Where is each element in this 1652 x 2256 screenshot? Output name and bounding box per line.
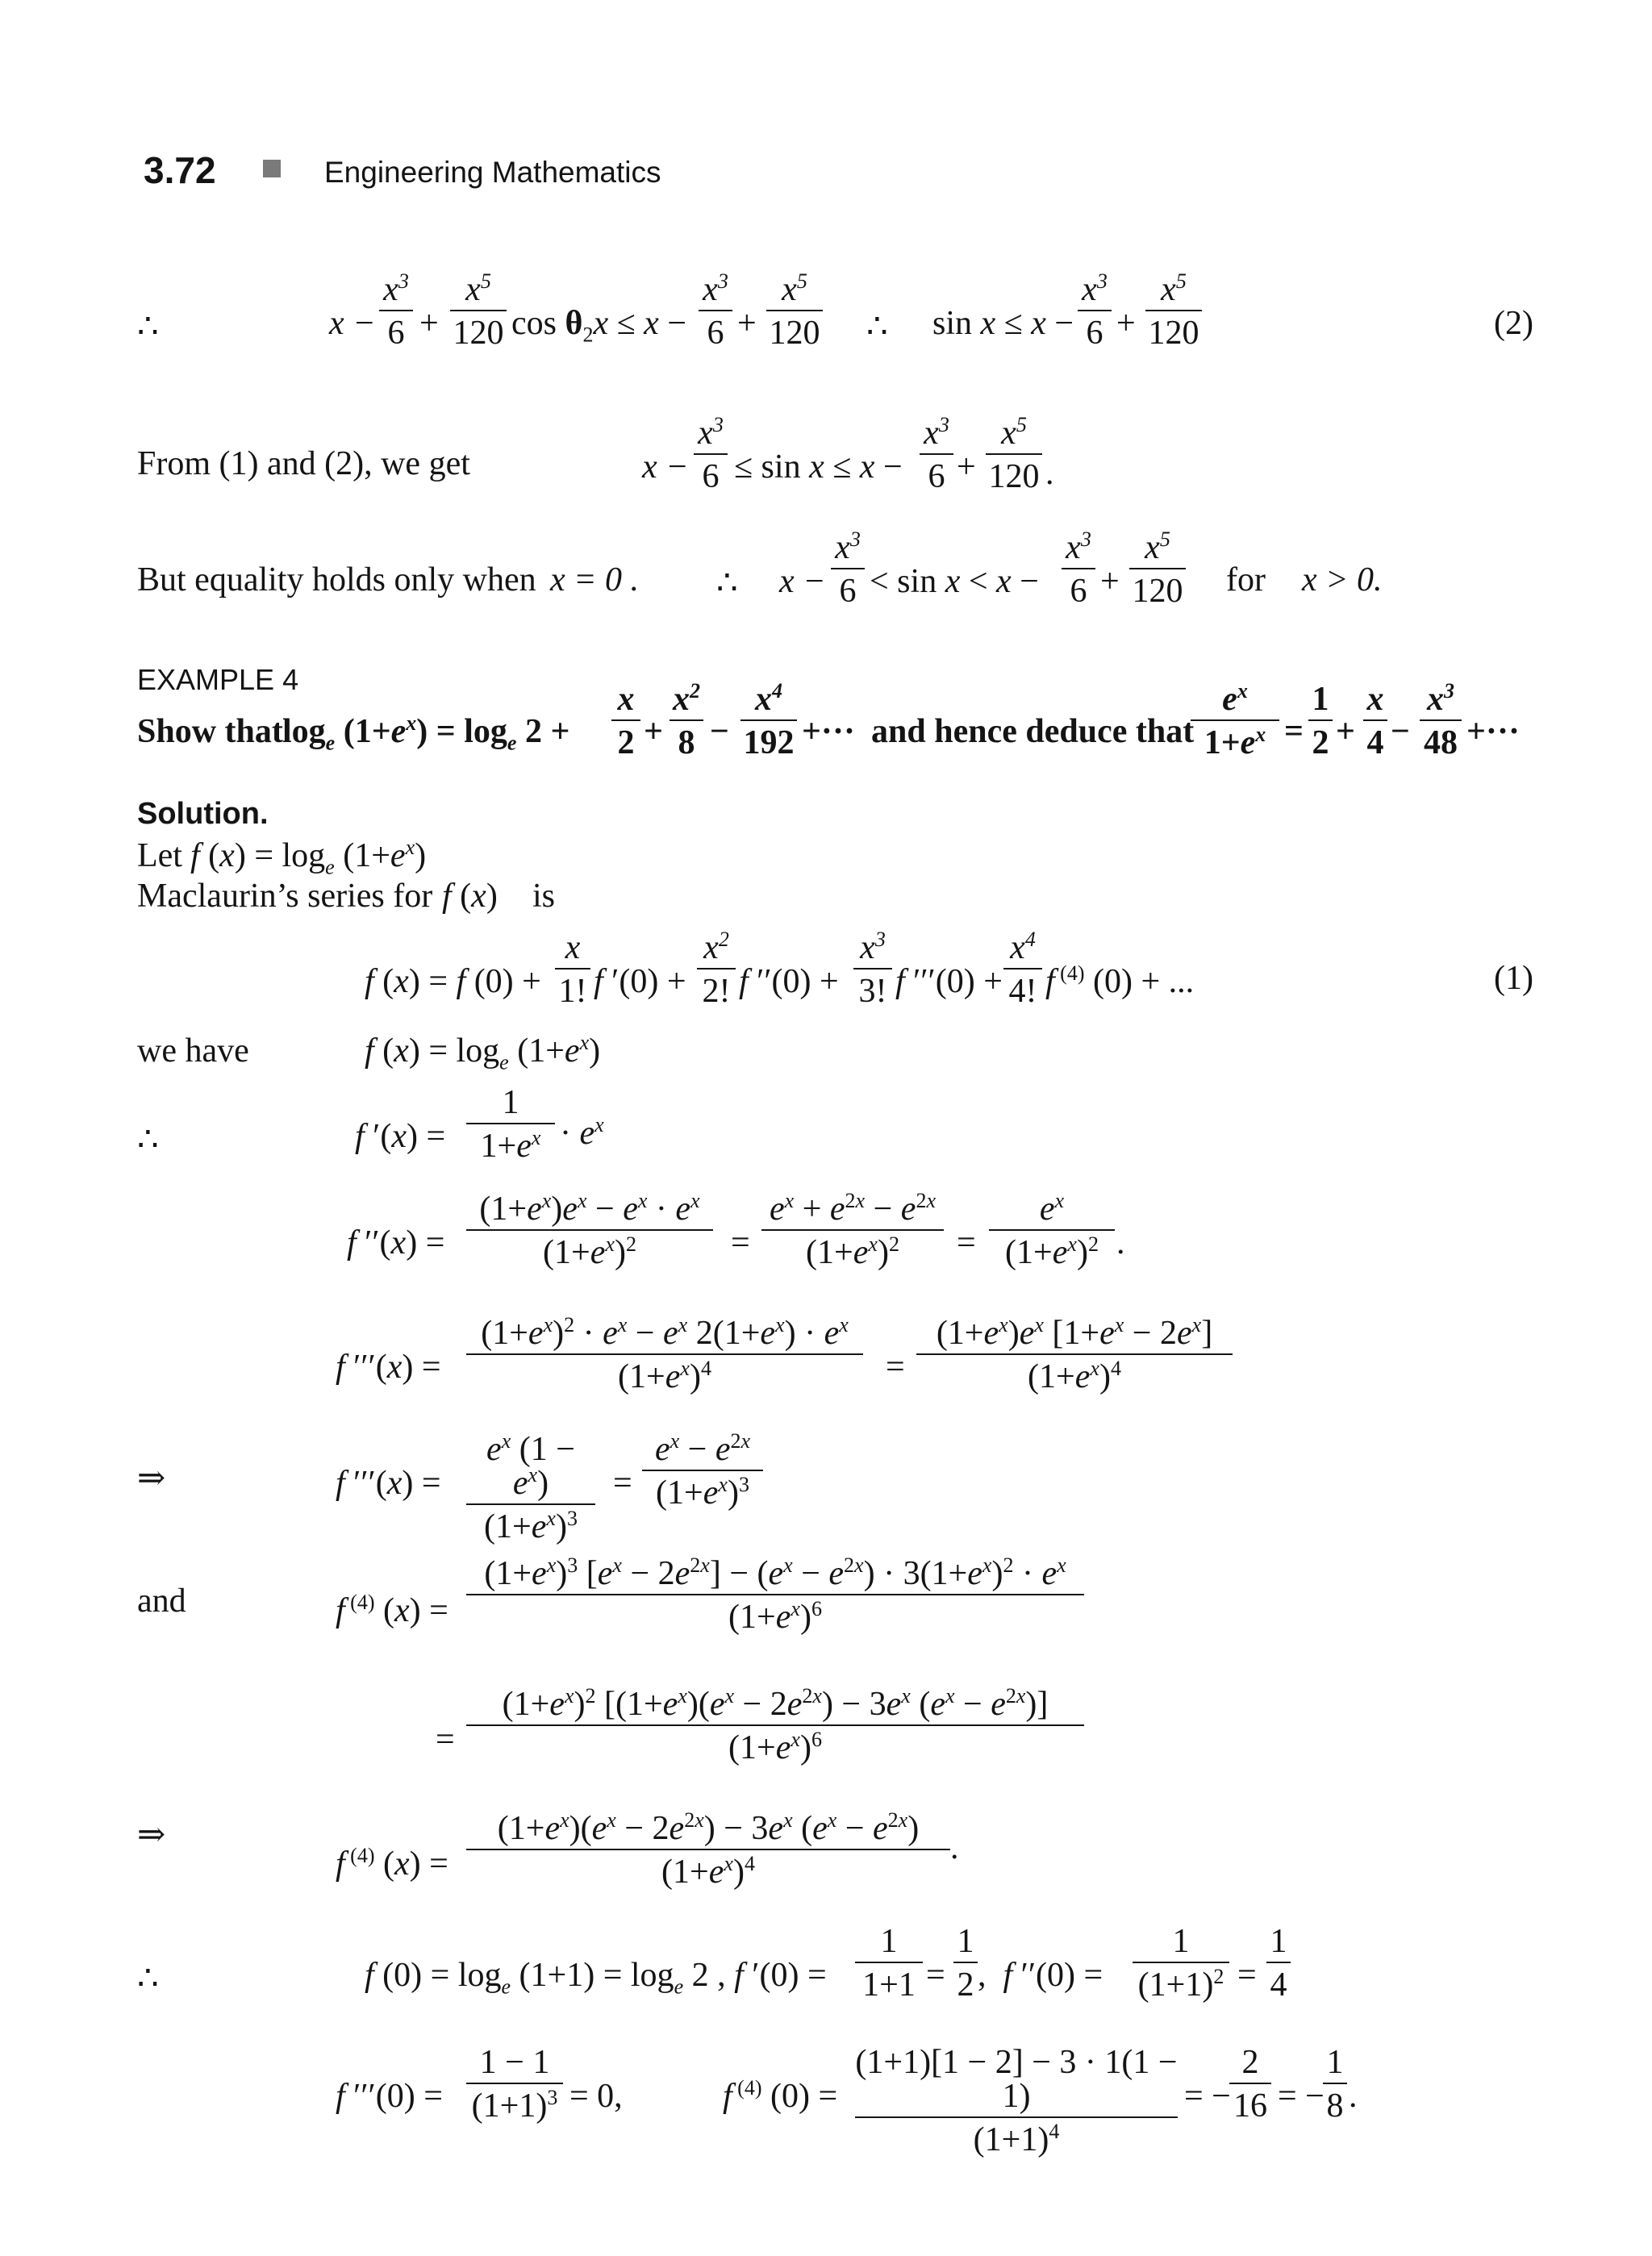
math-term: f ′′′(x) =	[336, 1349, 441, 1386]
math-term: f (x)	[442, 878, 498, 915]
fraction: 1 $(1+1)^2$	[1133, 1924, 1229, 2002]
therefore-symbol: ∴	[137, 308, 159, 345]
equation-number: (2)	[1494, 305, 1533, 342]
math-term: +	[737, 305, 757, 342]
math-term: =	[613, 1465, 632, 1502]
fraction: x 1!	[555, 931, 590, 1008]
math-term: +···	[1466, 713, 1520, 750]
math-term: f ′′′(0) +	[895, 963, 1003, 1000]
let-text: Let	[137, 837, 182, 874]
example-statement-mid: and hence deduce that	[871, 713, 1195, 750]
fraction: 1 1+1	[855, 1924, 923, 2002]
math-term: =	[886, 1349, 905, 1386]
math-term: x −	[642, 448, 689, 486]
math-term: f $(x) = \log_e (1+e^x)$	[365, 1031, 601, 1074]
equation-number: (1)	[1494, 960, 1533, 997]
fraction: $(1+e^x)e^x - e^x \cdot e^x$ $(1+e^x)^2$	[466, 1192, 713, 1270]
fraction: (1+1)[1 − 2] − 3 · 1(1 − 1) $(1+1)^4$	[855, 2044, 1178, 2158]
fraction: $x^3$ 6	[694, 416, 728, 494]
math-term: f ′′(x) =	[347, 1224, 445, 1261]
for-condition: x > 0.	[1302, 561, 1383, 598]
math-term: f ′(x) =	[355, 1118, 446, 1155]
example-statement-prefix: Show that	[137, 713, 283, 750]
math-term: .	[950, 1829, 959, 1866]
math-term: ≤ sin x ≤ x −	[734, 448, 903, 486]
math-term: f $^{(4)}$ (x) =	[336, 1591, 448, 1629]
fraction: $x^5$ 120	[1145, 273, 1202, 350]
fraction: $x^3$ 6	[920, 416, 953, 494]
math-term: −	[710, 713, 729, 750]
fraction: x 2	[611, 682, 640, 760]
math-term: = −	[1278, 2078, 1325, 2115]
therefore-symbol: ∴	[137, 1121, 159, 1158]
math-term: =	[926, 1957, 945, 1994]
header-square-icon	[263, 160, 281, 177]
math-term: · $e^x$	[560, 1113, 604, 1152]
fraction: $x^5$ 120	[766, 273, 823, 350]
fraction: $x^4$ 4!	[1003, 931, 1042, 1008]
fraction: $(1+e^x)^2 \cdot e^x - e^x$ $2(1+e^x) \cdot e^x$ $(1+e^x)^4$	[466, 1316, 863, 1394]
fraction: $x^3$ 6	[831, 531, 865, 608]
fraction: $x^5$ 120	[450, 273, 507, 350]
math-term: f $(0) = \log_e (1+1) = \log_e 2$ , f ′(0) =	[365, 1957, 827, 1999]
fraction: $(1+e^x)^2$ [$(1+e^x)(e^x - 2e^{2x}) - 3e^x$ $(e^x - e^{2x})$] $(1+e^x)^6$	[466, 1687, 1084, 1765]
fraction: $x^3$ 6	[1078, 273, 1112, 350]
math-term: f (x) = f (0) +	[365, 963, 541, 1000]
fraction: $x^2$ 8	[670, 682, 703, 760]
fraction: $x^3$ 3!	[853, 931, 892, 1008]
fraction: $e^x - e^{2x}$ $(1+e^x)^3$	[642, 1432, 763, 1510]
math-term: =	[1284, 713, 1304, 750]
math-term: x −	[329, 305, 376, 342]
math-term: =	[436, 1721, 455, 1758]
math-term: < sin x < x −	[870, 563, 1039, 600]
math-term: f $^{(4)}$ (0) + ...	[1045, 961, 1195, 1000]
implies-symbol: ⇒	[137, 1816, 166, 1854]
fraction: x 4	[1363, 682, 1387, 760]
but-text: But equality holds only when	[137, 561, 536, 598]
math-term: +···	[802, 713, 855, 750]
page-number: 3.72	[144, 149, 216, 191]
math-term: =	[1237, 1957, 1257, 1994]
math-term: +	[644, 713, 663, 750]
fraction: $(1+e^x)e^x$ $[1+e^x - 2e^x]$ $(1+e^x)^4$	[916, 1316, 1233, 1394]
therefore-symbol: ∴	[866, 308, 888, 345]
math-term: +	[1100, 563, 1120, 600]
fraction: $x^5$ 120	[986, 416, 1042, 494]
fraction: $x^4$ 192	[740, 682, 797, 760]
fraction: $(1+e^x)(e^x - 2e^{2x}) - 3e^x$ $(e^x - e^{2x})$ $(1+e^x)^4$	[466, 1812, 950, 1889]
but-condition: x = 0 .	[550, 561, 639, 598]
fraction: 1 $1+e^x$	[466, 1086, 555, 1163]
math-term: $\cos \theta_2x \le x$ −	[511, 305, 686, 347]
fraction: 1 8	[1323, 2045, 1347, 2123]
fraction: $e^x$ $(1+e^x)^2$	[989, 1192, 1115, 1270]
and-text: and	[137, 1583, 186, 1620]
solution-heading: Solution.	[137, 797, 269, 831]
math-term: f $^{(4)}$ (0) =	[723, 2076, 838, 2115]
math-term: $\log_e (1+e^x) = \log_e 2$ +	[282, 711, 570, 755]
math-term: =	[731, 1224, 750, 1261]
math-term: = −	[1184, 2078, 1231, 2115]
fraction: $e^x$ $1+e^x$	[1191, 682, 1279, 760]
math-term: f $(x) = \log_e (1+e^x)$	[190, 836, 427, 879]
fraction: 1 2	[953, 1924, 978, 2002]
math-term: .	[1116, 1224, 1125, 1261]
math-term: .	[1349, 2078, 1358, 2115]
fraction: $x^3$ 6	[379, 273, 413, 350]
fraction: $x^3$ 6	[699, 273, 732, 350]
math-term: f ′′(0) +	[739, 963, 839, 1000]
therefore-symbol: ∴	[716, 565, 738, 602]
we-have-text: we have	[137, 1032, 249, 1070]
math-term: −	[1391, 713, 1410, 750]
fraction: $e^x + e^{2x} - e^{2x}$ $(1+e^x)^2$	[761, 1192, 944, 1270]
fraction: $x^2$ 2!	[697, 931, 736, 1008]
fraction: 1 4	[1266, 1924, 1291, 2002]
fraction: $(1+e^x)^3$ $[e^x - 2e^{2x}] - (e^x - e^{2x}) \cdot 3(1+e^x)^2 \cdot e^x$ $(1+e^x)^6$	[466, 1557, 1084, 1634]
maclaurin-text: Maclaurin’s series for	[137, 878, 433, 915]
book-title: Engineering Mathematics	[324, 156, 661, 189]
fraction: $x^3$ 6	[1062, 531, 1095, 608]
math-term: f ′′′(x) =	[336, 1465, 441, 1502]
math-term: =	[957, 1224, 976, 1261]
fraction: $e^x$ $(1 - e^x)$ $(1+e^x)^3$	[466, 1432, 595, 1544]
math-term: sin x ≤ x −	[932, 305, 1074, 342]
therefore-symbol: ∴	[137, 1960, 159, 1997]
implies-symbol: ⇒	[137, 1460, 166, 1497]
from-text: From (1) and (2), we get	[137, 445, 470, 482]
math-term: = 0,	[569, 2078, 623, 2115]
fraction: 2 16	[1229, 2045, 1271, 2123]
math-term: +	[957, 448, 976, 486]
maclaurin-is: is	[532, 878, 556, 915]
math-term: f $^{(4)}$ (x) =	[336, 1844, 448, 1883]
math-term: .	[1045, 455, 1054, 492]
fraction: 1 − 1 $(1+1)^3$	[466, 2045, 563, 2123]
math-term: +	[419, 305, 439, 342]
example-label: EXAMPLE 4	[137, 663, 299, 696]
math-term: f ′(0) +	[594, 963, 686, 1000]
fraction: $x^3$ 48	[1420, 682, 1462, 760]
fraction: 1 2	[1308, 682, 1333, 760]
fraction: $x^5$ 120	[1129, 531, 1186, 608]
math-term: x −	[779, 563, 826, 600]
for-text: for	[1226, 561, 1266, 598]
math-term: f ′′′(0) =	[336, 2078, 443, 2115]
math-term: +	[1116, 305, 1136, 342]
math-term: +	[1336, 713, 1355, 750]
math-term: , f ′′(0) =	[978, 1957, 1103, 1994]
